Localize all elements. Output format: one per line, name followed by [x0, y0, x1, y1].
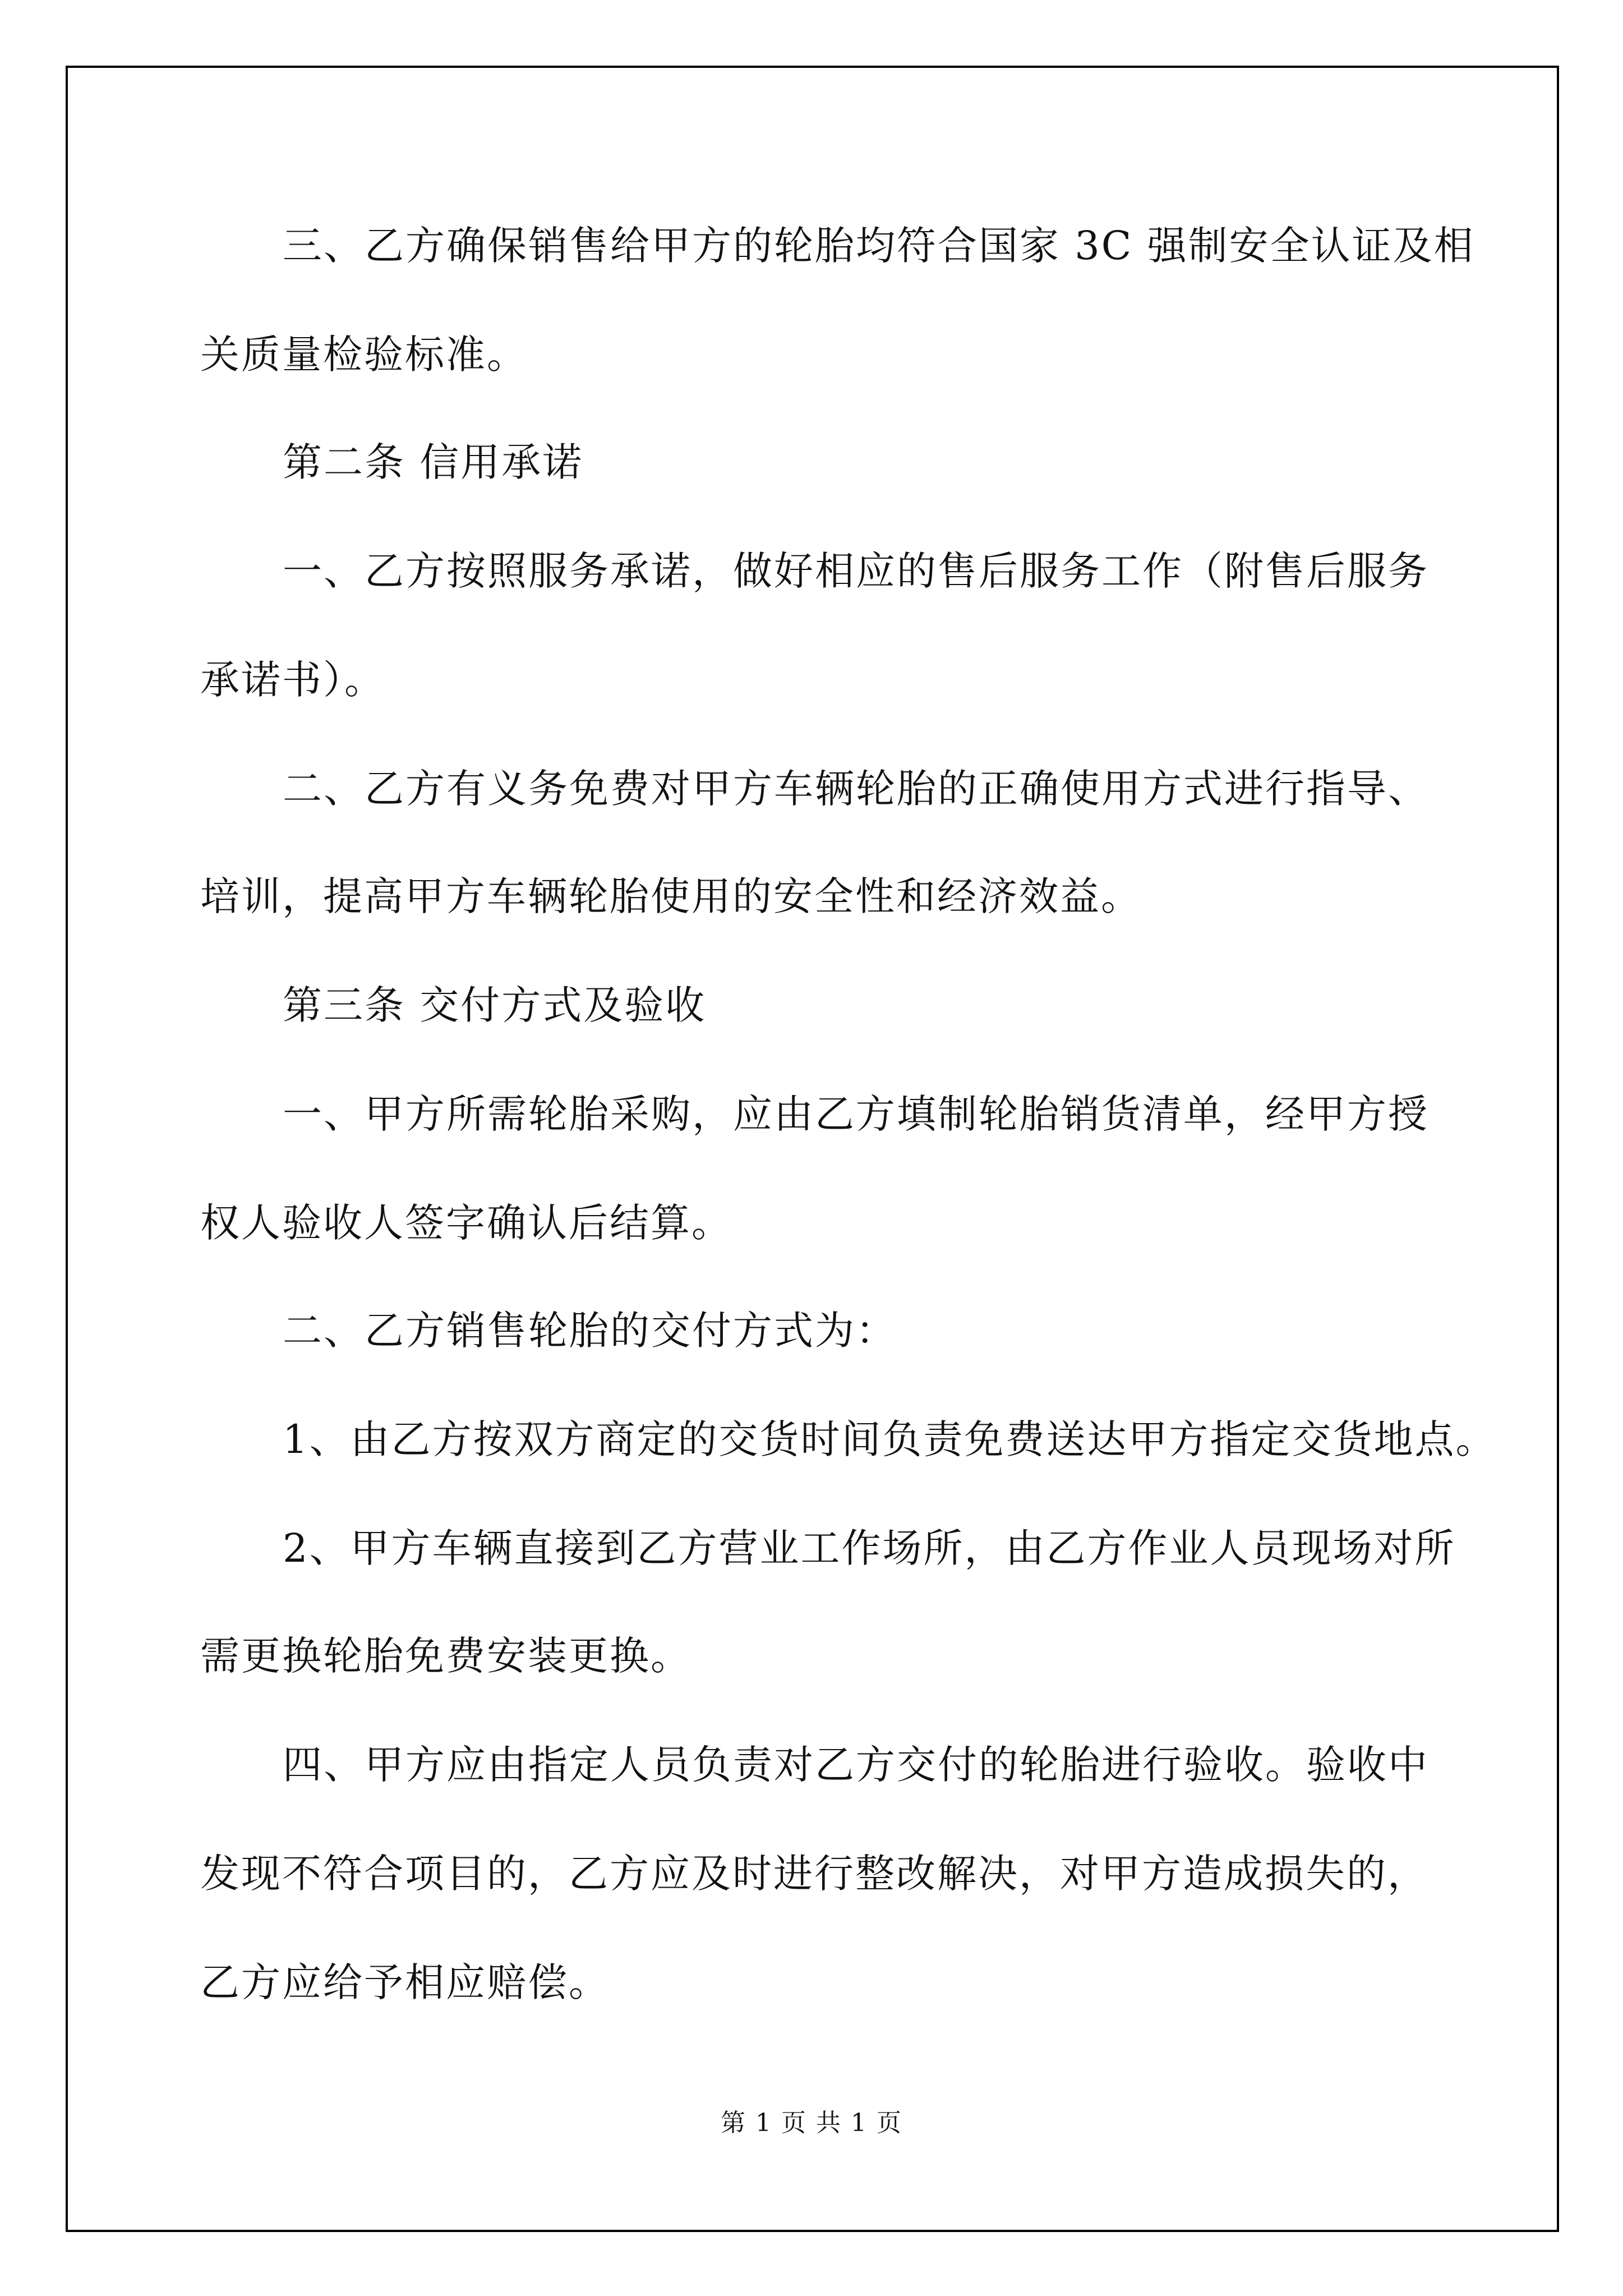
text-line: 一、甲方所需轮胎采购，应由乙方填制轮胎销货清单，经甲方授 [283, 1091, 1429, 1137]
text-line: 一、乙方按照服务承诺，做好相应的售后服务工作（附售后服务 [283, 548, 1429, 594]
text-line: 权人验收人签字确认后结算。 [200, 1200, 732, 1246]
text-line: 发现不符合项目的，乙方应及时进行整改解决，对甲方造成损失的， [200, 1851, 1428, 1897]
section-heading: 第三条 交付方式及验收 [283, 982, 707, 1028]
section-heading: 第二条 信用承诺 [283, 439, 584, 485]
text-line: 2、甲方车辆直接到乙方营业工作场所，由乙方作业人员现场对所 [283, 1525, 1456, 1571]
text-line: 需更换轮胎免费安装更换。 [200, 1633, 691, 1679]
text-line: 乙方应给予相应赔偿。 [200, 1959, 610, 2005]
page-border [66, 66, 1559, 2232]
text-line: 关质量检验标准。 [200, 332, 528, 378]
text-line: 1、由乙方按双方商定的交货时间负责免费送达甲方指定交货地点。 [283, 1416, 1497, 1462]
text-line: 承诺书）。 [200, 657, 385, 703]
text-line: 三、乙方确保销售给甲方的轮胎均符合国家 3C 强制安全认证及相 [283, 223, 1475, 269]
text-line: 二、乙方有义务免费对甲方车辆轮胎的正确使用方式进行指导、 [283, 766, 1429, 812]
text-line: 培训，提高甲方车辆轮胎使用的安全性和经济效益。 [200, 873, 1142, 919]
text-line: 二、乙方销售轮胎的交付方式为： [283, 1308, 897, 1354]
text-line: 四、甲方应由指定人员负责对乙方交付的轮胎进行验收。验收中 [283, 1742, 1429, 1788]
page-footer: 第 1 页 共 1 页 [721, 2109, 902, 2137]
